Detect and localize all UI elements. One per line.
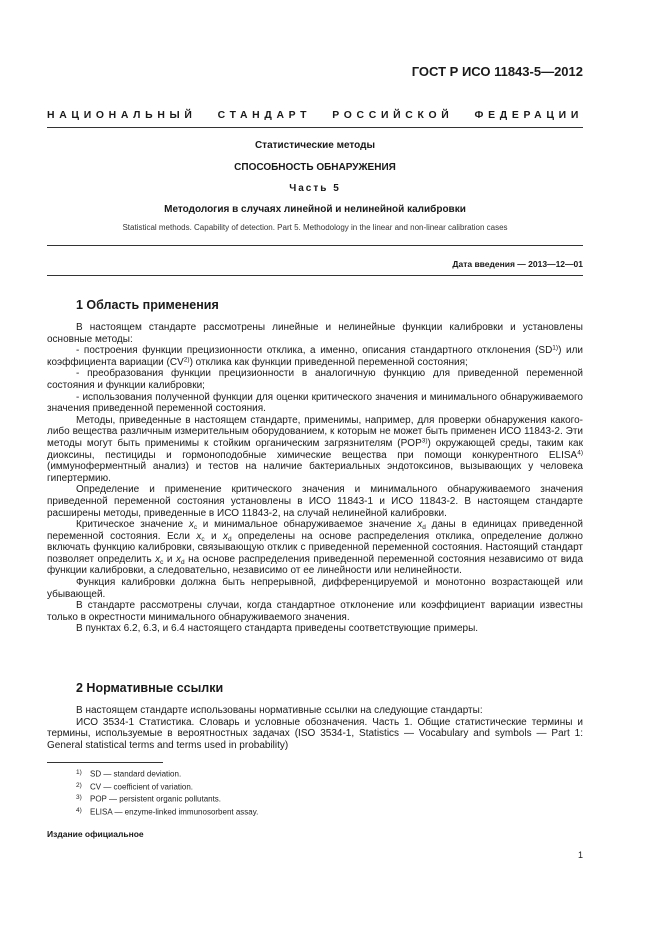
- footnote-ref: 4): [577, 449, 583, 457]
- title-line-1: Статистические методы: [254, 140, 376, 151]
- footnote-rule: [47, 762, 163, 763]
- section-1-body: [47, 322, 583, 635]
- paragraph: ИСО 3534-1 Статистика. Словарь и условные обозначения. Часть 1. Общие статистические термины и термины, используемые в вероятностных задачах (ISO 3534-1, Statistics — Vocabulary and symbols — Part 1: General statistical terms and terms used in probability): [47, 716, 583, 751]
- national-standard-banner: НАЦИОНАЛЬНЫЙ СТАНДАРТ РОССИЙСКОЙ ФЕДЕРАЦИИ: [47, 110, 583, 121]
- standard-id: ГОСТ Р ИСО 11843-5—2012: [411, 64, 583, 79]
- paragraph: Функция калибровки должна быть непрерывной, дифференцируемой и монотонно возрастающей или убывающей.: [47, 577, 583, 600]
- paragraph: Методы, приведенные в настоящем стандарте, применимы, например, для проверки обнаружения какого-либо вещества различным измерительным оборудованием, к которым не может быть применен ИСО 11843-2. Эти методы могут быть применимы к стойким органическим загрязнителям (POP$^{3)}$) окружающей среды, таким как диоксины, пестициды и гормоноподобные химические вещества при помощи конкурентного ELISA$^{4)}$ (иммуноферментный анализ) и тестов на наличие бактериальных эндотоксинов, вызывающих у человека гипертермию.: [47, 414, 583, 484]
- footnote-item: 3) POP — persistent organic pollutants.: [76, 794, 222, 804]
- page-number: 1: [577, 850, 583, 860]
- section-1-heading: 1 Область применения: [76, 298, 219, 312]
- title-english: Statistical methods. Capability of detection. Part 5. Methodology in the linear and non-linear calibration cases: [122, 223, 508, 232]
- title-part: Часть 5: [289, 183, 341, 194]
- introduction-date: Дата введения — 2013—12—01: [452, 259, 583, 269]
- footnote-ref: 2): [183, 356, 190, 364]
- title-rule: [47, 245, 583, 246]
- paragraph: Определение и применение критического значения и минимального обнаруживаемого значения приведенной переменной состояния установлены в ИСО 11843-1 и ИСО 11843-2. В настоящем стандарте расширены методы, приведенные в ИСО 11843-2, на случай нелинейной калибровки.: [47, 484, 583, 519]
- footnote-ref: 3): [421, 437, 428, 445]
- date-rule: [47, 275, 583, 276]
- var-x: x: [188, 519, 194, 531]
- section-2-body: [47, 705, 583, 751]
- header-rule: [47, 127, 583, 128]
- footnote-item: 1) SD — standard deviation.: [76, 769, 182, 779]
- footnote-ref: 1): [552, 344, 559, 352]
- paragraph: - построения функции прецизионности отклика, а именно, описания стандартного отклонения (SD$^{1)}$) или коэффициента вариации (CV$^{2)}$) отклика как функции приведенной переменной состояния;: [47, 344, 584, 368]
- paragraph: В настоящем стандарте рассмотрены линейные и нелинейные функции калибровки и установлены основные методы:: [47, 322, 583, 345]
- paragraph: В настоящем стандарте использованы нормативные ссылки на следующие стандарты:: [76, 705, 483, 716]
- paragraph: - преобразования функции прецизионности в аналогичную функцию для приведенной переменной состояния и функции калибровки;: [47, 368, 583, 391]
- title-line-2: СПОСОБНОСТЬ ОБНАРУЖЕНИЯ: [234, 162, 396, 173]
- official-edition-label: Издание официальное: [47, 829, 144, 839]
- footnote-item: 4) ELISA — enzyme-linked immunosorbent assay.: [76, 806, 259, 816]
- paragraph: В стандарте рассмотрены случаи, когда стандартное отклонение или коэффициент вариации известны только в окрестности минимального обнаруживаемого значения.: [47, 600, 583, 623]
- title-subtitle: Методология в случаях линейной и нелинейной калибровки: [164, 204, 466, 215]
- paragraph: - использования полученной функции для оценки критического значения и минимального обнаруживаемого значения приведенной переменной состояния.: [47, 391, 583, 415]
- sub-c: c: [193, 524, 198, 532]
- paragraph: В пунктах 6.2, 6.3, и 6.4 настоящего стандарта приведены соответствующие примеры.: [76, 623, 479, 635]
- section-2-heading: 2 Нормативные ссылки: [76, 681, 224, 695]
- footnote-item: 2) CV — coefficient of variation.: [76, 781, 194, 791]
- paragraph: Критическое значение $x_c$ и минимальное обнаруживаемое значение $x_d$ даны в единицах приведенной переменной состояния. Если $x_c$ и $x_d$ определены на основе распределения отклика, определение должно включать функцию калибровки, связывающую отклик с приведенной переменной состояния. Настоящий стандарт позволяет определить $x_c$ и $x_d$ на основе распределения приведенной переменной состояния независимо от вида функции калибровки, а следовательно, независимо от ее линейности или нелинейности.: [47, 519, 584, 577]
- footnotes: [76, 767, 258, 817]
